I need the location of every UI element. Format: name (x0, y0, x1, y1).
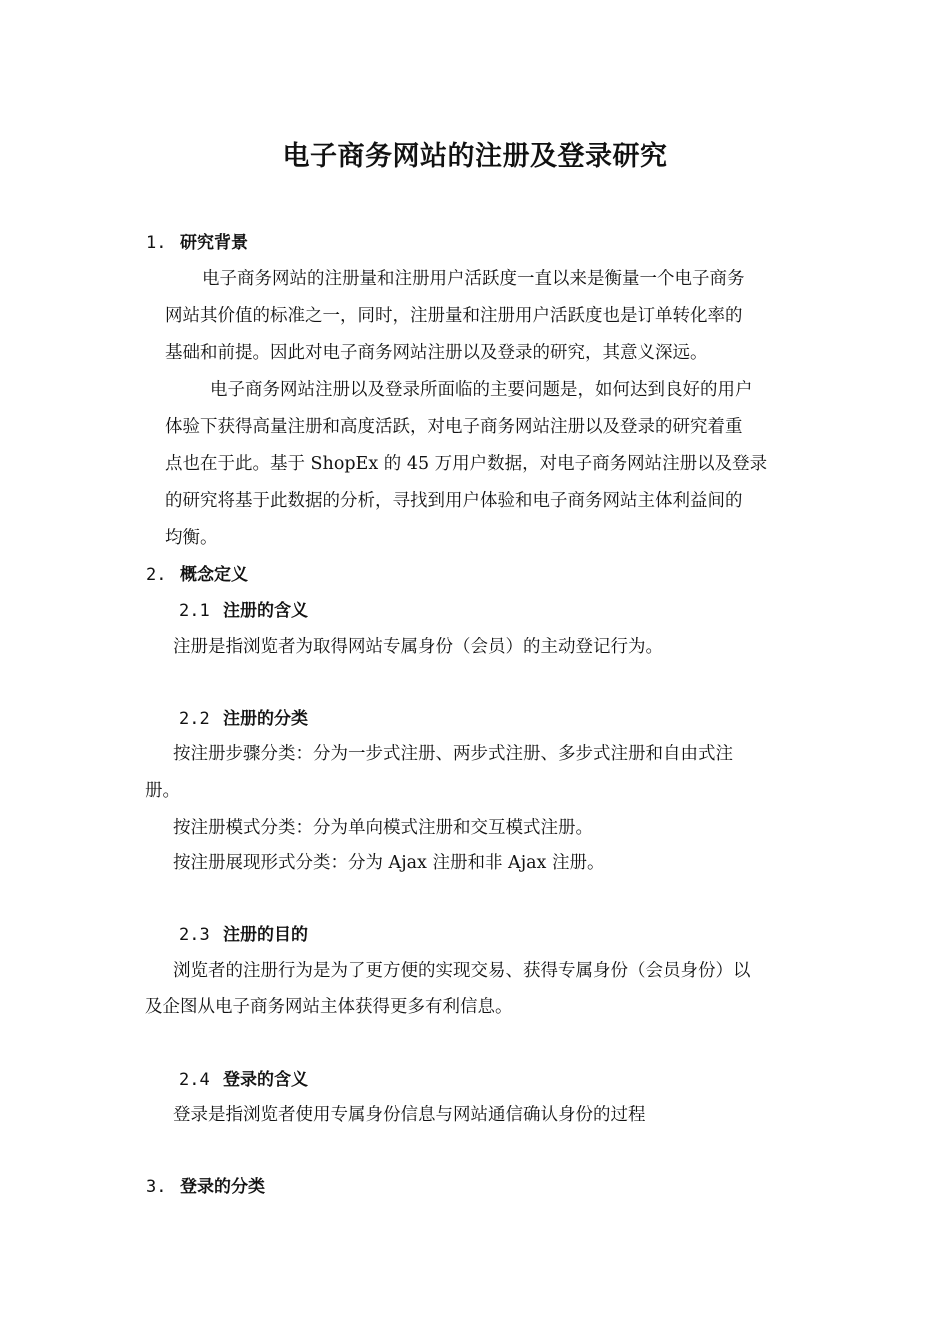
subsection-number: 2.4 (179, 1070, 210, 1090)
subsection-title: 注册的目的 (223, 925, 308, 945)
subsection-number: 2.3 (179, 925, 210, 945)
subsection-title: 登录的含义 (223, 1070, 308, 1090)
subsection-2-2-heading (179, 707, 308, 731)
paragraph-line: 及企图从电子商务网站主体获得更多有利信息。 (145, 997, 513, 1017)
paragraph-line: 按注册模式分类：分为单向模式注册和交互模式注册。 (173, 818, 593, 838)
paragraph-line: 均衡。 (165, 528, 218, 548)
paragraph-line: 注册是指浏览者为取得网站专属身份（会员）的主动登记行为。 (173, 637, 663, 657)
subsection-2-4-heading (179, 1068, 308, 1092)
section-number: 2. (146, 565, 167, 585)
section-title: 研究背景 (180, 233, 248, 253)
paragraph-line: 网站其价值的标准之一，同时，注册量和注册用户活跃度也是订单转化率的 (165, 306, 743, 326)
subsection-title: 注册的含义 (223, 601, 308, 621)
subsection-number: 2.1 (179, 601, 210, 621)
paragraph-line: 按注册展现形式分类：分为 Ajax 注册和非 Ajax 注册。 (173, 853, 605, 873)
section-3-heading (146, 1175, 265, 1199)
paragraph-line: 体验下获得高量注册和高度活跃，对电子商务网站注册以及登录的研究着重 (165, 417, 743, 437)
subsection-number: 2.2 (179, 709, 210, 729)
section-number: 3. (146, 1177, 167, 1197)
section-title: 登录的分类 (180, 1177, 265, 1197)
subsection-title: 注册的分类 (223, 709, 308, 729)
paragraph-line: 册。 (145, 781, 180, 801)
paragraph-line: 按注册步骤分类：分为一步式注册、两步式注册、多步式注册和自由式注 (173, 744, 733, 764)
document-title: 电子商务网站的注册及登录研究 (282, 141, 668, 172)
subsection-2-3-heading (179, 923, 308, 947)
paragraph-line: 的研究将基于此数据的分析，寻找到用户体验和电子商务网站主体利益间的 (165, 491, 743, 511)
paragraph-line: 登录是指浏览者使用专属身份信息与网站通信确认身份的过程 (173, 1105, 646, 1125)
section-number: 1. (146, 233, 167, 253)
paragraph-line: 基础和前提。因此对电子商务网站注册以及登录的研究，其意义深远。 (165, 343, 708, 363)
paragraph-line: 浏览者的注册行为是为了更方便的实现交易、获得专属身份（会员身份）以 (173, 961, 751, 981)
paragraph-line: 电子商务网站的注册量和注册用户活跃度一直以来是衡量一个电子商务 (202, 269, 745, 289)
subsection-2-1-heading (179, 599, 308, 623)
section-2-heading (146, 563, 248, 587)
section-1-heading (146, 231, 248, 255)
paragraph-line: 点也在于此。基于 ShopEx 的 45 万用户数据，对电子商务网站注册以及登录 (165, 454, 768, 474)
paragraph-line: 电子商务网站注册以及登录所面临的主要问题是，如何达到良好的用户 (210, 380, 753, 400)
section-title: 概念定义 (180, 565, 248, 585)
